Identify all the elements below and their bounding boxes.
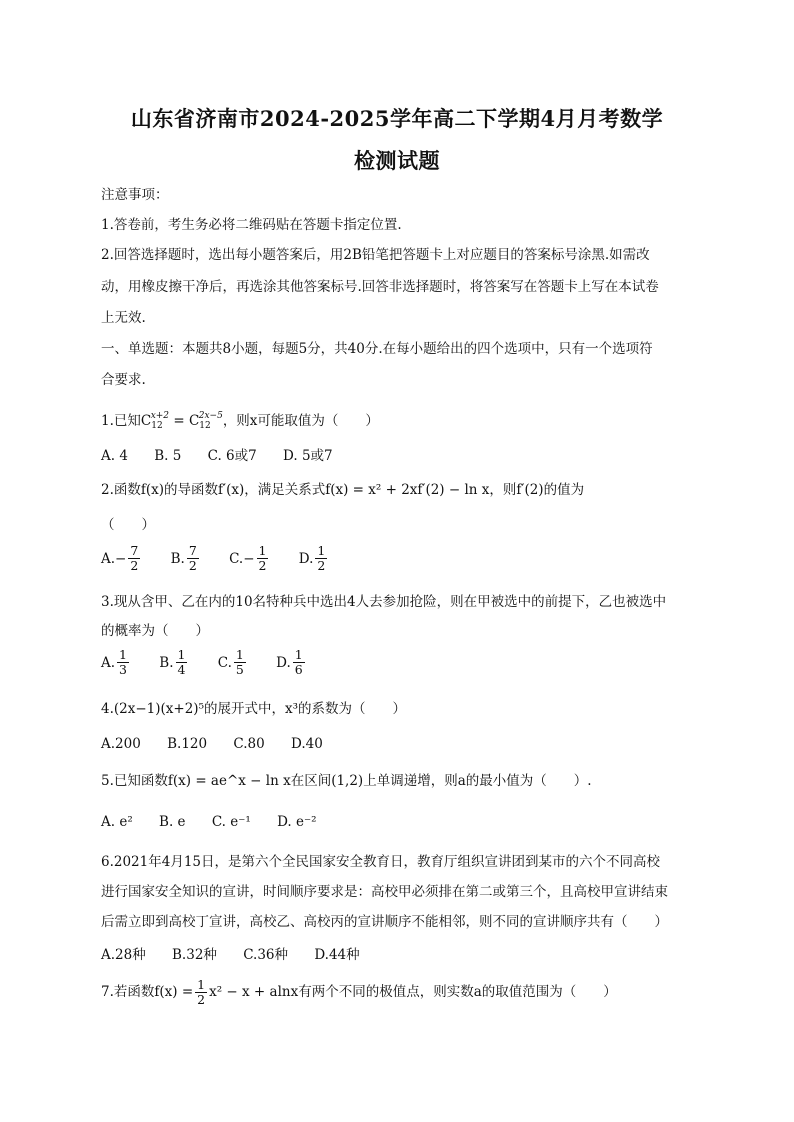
question-6-stem-line-2: 进行国家安全知识的宣讲，时间顺序要求是：高校甲必须排在第二或第三个，且高校甲宣讲结束 — [101, 884, 668, 900]
q1-prefix: 1.已知 — [101, 413, 141, 429]
q1-option-d: D. 5或7 — [283, 448, 333, 464]
q3-option-b-fraction: $\frac{1}{4}$ — [177, 647, 186, 677]
question-2-stem-line-1: 2.函数f(x)的导函数f′(x)，满足关系式f(x) = x² + 2xf′(2) − ln x，则f′(2)的值为 — [101, 482, 585, 498]
q3-option-d: D. $\frac{1}{6}$ — [276, 647, 303, 677]
q5-option-b: B. e — [159, 814, 186, 830]
question-6-stem-line-3: 后需立即到高校丁宣讲，高校乙、高校丙的宣讲顺序不能相邻，则不同的宣讲顺序共有（ ） — [101, 914, 668, 930]
question-1-options — [101, 444, 355, 464]
question-5-stem: 5.已知函数f(x) = ae^x − ln x在区间(1,2)上单调递增，则a的最小值为（ ）. — [101, 773, 592, 789]
q7-fraction: $\frac{1}{2}$ — [197, 977, 206, 1007]
q2-option-b — [171, 544, 201, 573]
q5-option-c: C. e⁻¹ — [211, 814, 251, 830]
q2-option-c-fraction: $\frac{1}{2}$ — [258, 543, 267, 573]
q1-option-c: C. 6或7 — [207, 448, 257, 464]
notes-heading: 注意事项： — [101, 187, 169, 203]
q2-option-a-fraction: $\frac{7}{2}$ — [130, 543, 139, 573]
q1-c-sup-1: x+2 — [150, 411, 170, 421]
q2-option-d-label: D. — [298, 550, 314, 567]
note-2-line-2: 动，用橡皮擦干净后，再选涂其他答案标号.回答非选择题时，将答案写在答题卡上写在本试卷 — [101, 279, 659, 295]
q1-c-sub-1: 12 — [151, 421, 163, 431]
question-3-options — [101, 648, 331, 677]
q1-c-symbol-2: C — [188, 413, 200, 429]
q2-option-c — [229, 544, 270, 573]
page-title: 山东省济南市2024-2025学年高二下学期4月月考数学 — [130, 106, 664, 131]
q3-option-c-fraction: $\frac{1}{5}$ — [235, 647, 244, 677]
q2-option-c-sign: − — [243, 550, 255, 567]
q3-option-d-fraction: $\frac{1}{6}$ — [294, 647, 303, 677]
note-2-line-3: 上无效. — [101, 310, 146, 326]
q2-option-b-fraction: $\frac{7}{2}$ — [188, 543, 197, 573]
question-1-stem — [101, 407, 701, 435]
question-2-options — [101, 544, 353, 573]
q4-option-a: A.200 — [101, 736, 141, 752]
q2-option-b-label: B. — [170, 550, 185, 567]
question-2-stem-line-2: （ ） — [101, 517, 155, 533]
q3-option-b: B. $\frac{1}{4}$ — [159, 647, 186, 677]
q4-option-b: B.120 — [167, 736, 208, 752]
q2-option-a — [101, 544, 142, 573]
q7-prefix: 7.若函数f(x) = — [101, 984, 194, 1000]
q6-option-d: D.44种 — [314, 947, 360, 963]
q1-option-a: A. 4 — [101, 448, 128, 464]
q3-option-c: C. $\frac{1}{5}$ — [217, 647, 244, 677]
q1-c-sub-2: 12 — [199, 421, 211, 431]
question-3-stem-line-1: 3.现从含甲、乙在内的10名特种兵中选出4人去参加抢险，则在甲被选中的前提下，乙也被选中 — [101, 594, 667, 610]
q2-option-a-sign: − — [115, 550, 127, 567]
q1-suffix: ，则x可能取值为（ ） — [222, 413, 379, 429]
page-subtitle: 检测试题 — [354, 148, 440, 173]
q3-option-a: A. $\frac{1}{3}$ — [101, 647, 127, 677]
q1-c-sup-2: 2x−5 — [198, 411, 223, 421]
q1-equals: = — [169, 413, 189, 429]
note-1: 1.答卷前，考生务必将二维码贴在答题卡指定位置. — [101, 217, 402, 233]
q3-option-a-fraction: $\frac{1}{3}$ — [119, 647, 127, 677]
q6-option-a: A.28种 — [101, 947, 146, 963]
question-4-options — [101, 736, 345, 752]
section-1-instruction-line-1: 一、单选题：本题共8小题，每题5分，共40分.在每小题给出的四个选项中，只有一个选项符 — [101, 341, 653, 357]
section-1-instruction-line-2: 合要求. — [101, 372, 146, 388]
note-2-line-1: 2.回答选择题时，选出每小题答案后，用2B铅笔把答题卡上对应题目的答案标号涂黑.如需改 — [101, 247, 650, 263]
question-6-stem-line-1: 6.2021年4月15日，是第六个全民国家安全教育日，教育厅组织宣讲团到某市的六个不同高校 — [101, 854, 661, 870]
q6-option-b: B.32种 — [172, 947, 217, 963]
q1-option-b: B. 5 — [154, 448, 182, 464]
q5-option-d: D. e⁻² — [277, 814, 317, 830]
q2-option-c-label: C. — [229, 550, 244, 567]
q2-option-d — [299, 544, 330, 573]
q1-c-symbol-1: C — [140, 413, 152, 429]
question-7-stem — [101, 978, 701, 1007]
question-4-stem: 4.(2x−1)(x+2)⁵的展开式中，x³的系数为（ ） — [101, 701, 407, 717]
question-3-stem-line-2: 的概率为（ ） — [101, 623, 209, 639]
q6-option-c: C.36种 — [243, 947, 289, 963]
question-5-options — [101, 814, 339, 830]
q4-option-d: D.40 — [291, 736, 323, 752]
q5-option-a: A. e² — [101, 814, 133, 830]
question-6-options — [101, 943, 382, 963]
q7-suffix: x² − x + alnx有两个不同的极值点，则实数a的取值范围为（ ） — [209, 984, 617, 1000]
q2-option-a-label: A. — [101, 550, 116, 567]
q4-option-c: C.80 — [233, 736, 265, 752]
q2-option-d-fraction: $\frac{1}{2}$ — [317, 543, 326, 573]
